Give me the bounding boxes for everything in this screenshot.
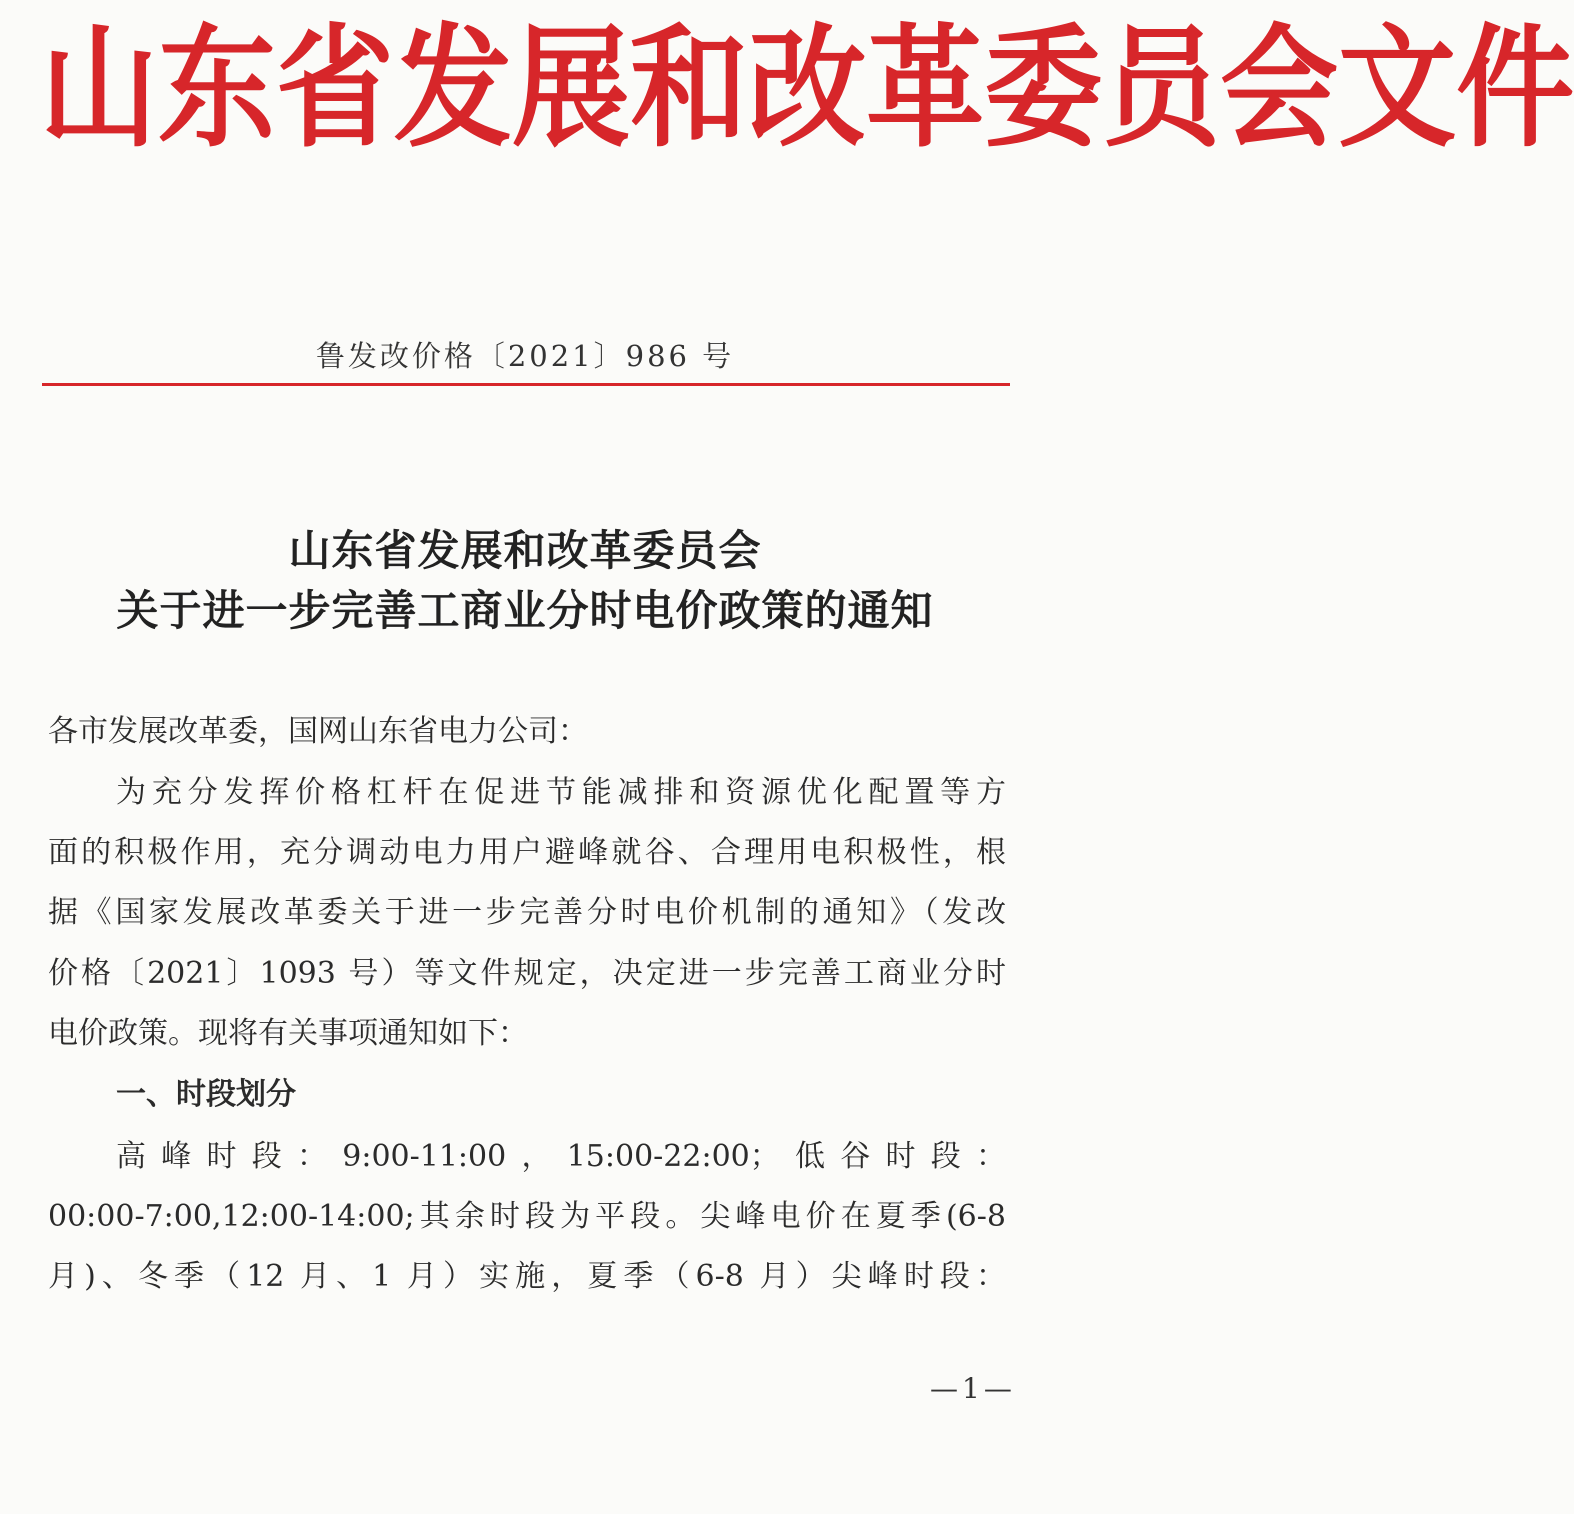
paragraph-line: 价格〔2021〕1093 号）等文件规定，决定进一步完善工商业分时	[48, 956, 1006, 991]
document-title-line-2: 关于进一步完善工商业分时电价政策的通知	[116, 586, 934, 635]
paragraph-line: 月)、冬季（12 月、1 月）实施，夏季（6-8 月）尖峰时段：	[48, 1259, 1006, 1294]
masthead-char: 员	[1102, 10, 1221, 166]
masthead-char: 革	[866, 10, 985, 166]
masthead-char: 文	[1338, 10, 1457, 166]
document-masthead	[40, 10, 1574, 166]
masthead-char: 山	[40, 10, 159, 166]
masthead-char: 发	[394, 10, 513, 166]
masthead-char: 省	[276, 10, 395, 166]
masthead-char: 会	[1220, 10, 1339, 166]
paragraph-line: 面的积极作用，充分调动电力用户避峰就谷、合理用电积极性，根	[48, 835, 1006, 870]
red-divider	[42, 383, 1010, 386]
salutation: 各市发展改革委，国网山东省电力公司：	[48, 714, 588, 749]
page-number: —1—	[930, 1372, 1016, 1405]
document-number: 鲁发改价格〔2021〕986 号	[315, 339, 735, 373]
masthead-char: 展	[512, 10, 631, 166]
document-title-line-1: 山东省发展和改革委员会	[288, 526, 762, 575]
paragraph-line: 电价政策。现将有关事项通知如下：	[48, 1016, 528, 1051]
masthead-char: 件	[1456, 10, 1574, 166]
paragraph-line: 00:00-7:00,12:00-14:00;其余时段为平段。尖峰电价在夏季(6-8	[48, 1199, 1006, 1234]
masthead-char: 东	[158, 10, 277, 166]
masthead-char: 委	[984, 10, 1103, 166]
masthead-char: 和	[630, 10, 749, 166]
section-heading: 一、时段划分	[116, 1077, 296, 1112]
paragraph-line: 据《国家发展改革委关于进一步完善分时电价机制的通知》（发改	[48, 895, 1006, 930]
paragraph-line: 为充分发挥价格杠杆在促进节能减排和资源优化配置等方	[116, 775, 1006, 810]
masthead-char: 改	[748, 10, 867, 166]
paragraph-line: 高峰时段：9:00-11:00，15:00-22:00；低谷时段：	[116, 1139, 1006, 1174]
